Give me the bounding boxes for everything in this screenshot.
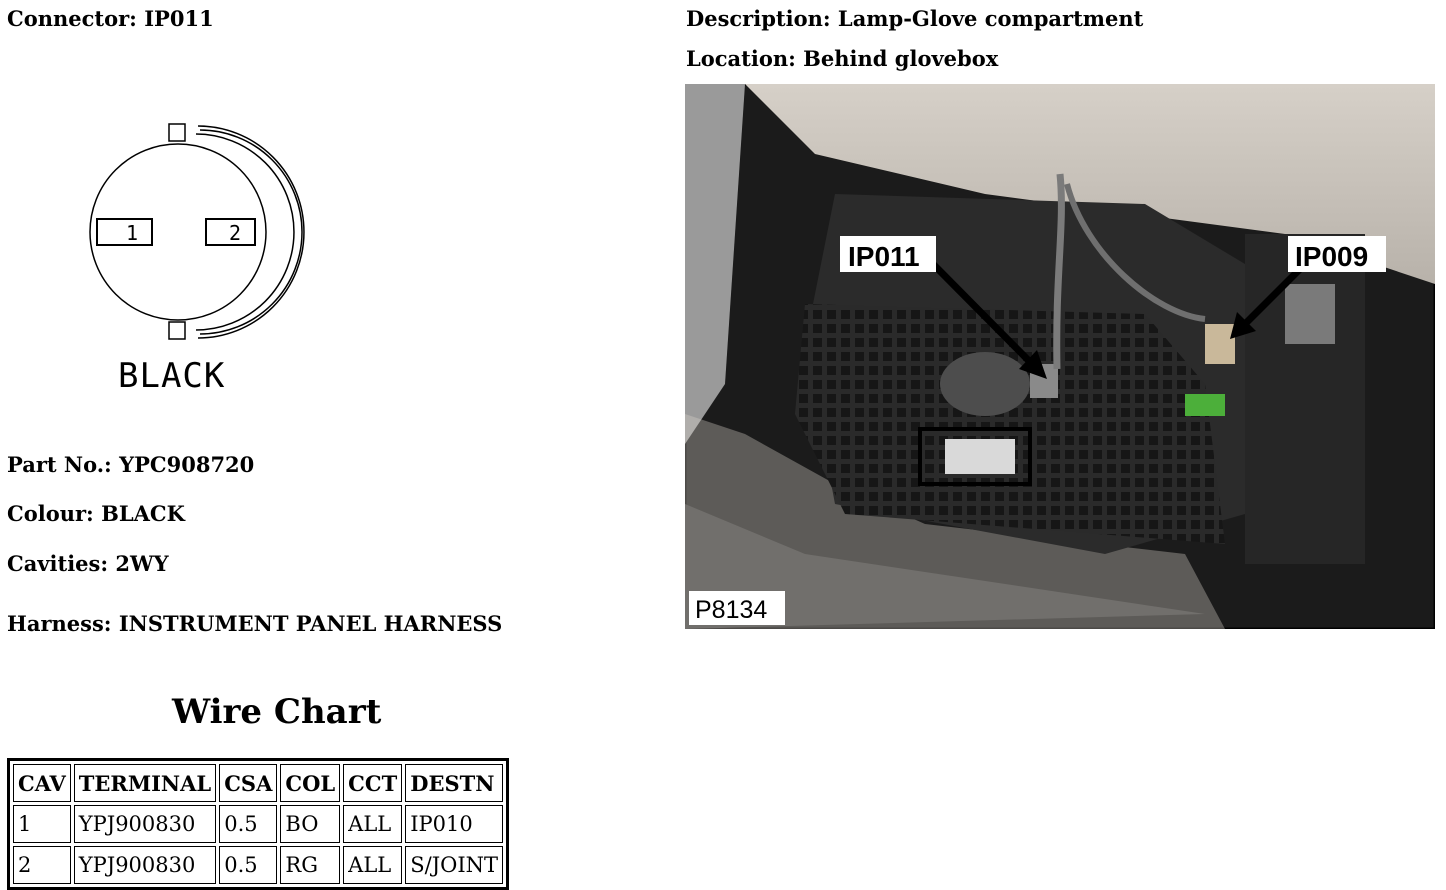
cell-cav: 1: [13, 805, 71, 843]
cell-csa: 0.5: [219, 846, 277, 884]
cell-cav: 2: [13, 846, 71, 884]
photo-reference: P8134: [695, 596, 768, 624]
col-header-cct: CCT: [343, 764, 402, 802]
connector-face-diagram: [80, 112, 310, 352]
lower-latch-tab: [169, 322, 185, 339]
part-number: Part No.: YPC908720: [7, 452, 255, 477]
cavity-1-label: 1: [125, 221, 139, 245]
cell-cct: ALL: [343, 846, 402, 884]
location-photo: [685, 84, 1435, 629]
cell-csa: 0.5: [219, 805, 277, 843]
cavity-2-label: 2: [228, 221, 242, 245]
colour: Colour: BLACK: [7, 501, 185, 526]
wire-chart-table: [7, 758, 509, 890]
cell-cct: ALL: [343, 805, 402, 843]
diagram-color-label: BLACK: [118, 356, 226, 396]
cell-terminal: YPJ900830: [74, 805, 216, 843]
col-header-destn: DESTN: [405, 764, 503, 802]
callout-ip009: IP009: [1295, 241, 1369, 272]
col-header-col: COL: [280, 764, 340, 802]
col-header-csa: CSA: [219, 764, 277, 802]
description-label: Description: Lamp-Glove compartment: [686, 6, 1144, 31]
cavity-1-box: [97, 219, 152, 245]
location-label: Location: Behind glovebox: [686, 46, 999, 71]
cell-destn: S/JOINT: [405, 846, 503, 884]
cavities: Cavities: 2WY: [7, 551, 169, 576]
wire-chart-title: Wire Chart: [172, 692, 382, 732]
upper-latch-tab: [169, 124, 185, 141]
cell-destn: IP010: [405, 805, 503, 843]
cell-terminal: YPJ900830: [74, 846, 216, 884]
table-header-row: [13, 764, 503, 802]
callout-ip011: IP011: [848, 241, 920, 272]
connector-label: Connector: IP011: [7, 6, 214, 31]
table-row: [13, 805, 503, 843]
cell-col: RG: [280, 846, 340, 884]
col-header-cav: CAV: [13, 764, 71, 802]
table-row: [13, 846, 503, 884]
col-header-terminal: TERMINAL: [74, 764, 216, 802]
harness: Harness: INSTRUMENT PANEL HARNESS: [7, 611, 503, 636]
cell-col: BO: [280, 805, 340, 843]
